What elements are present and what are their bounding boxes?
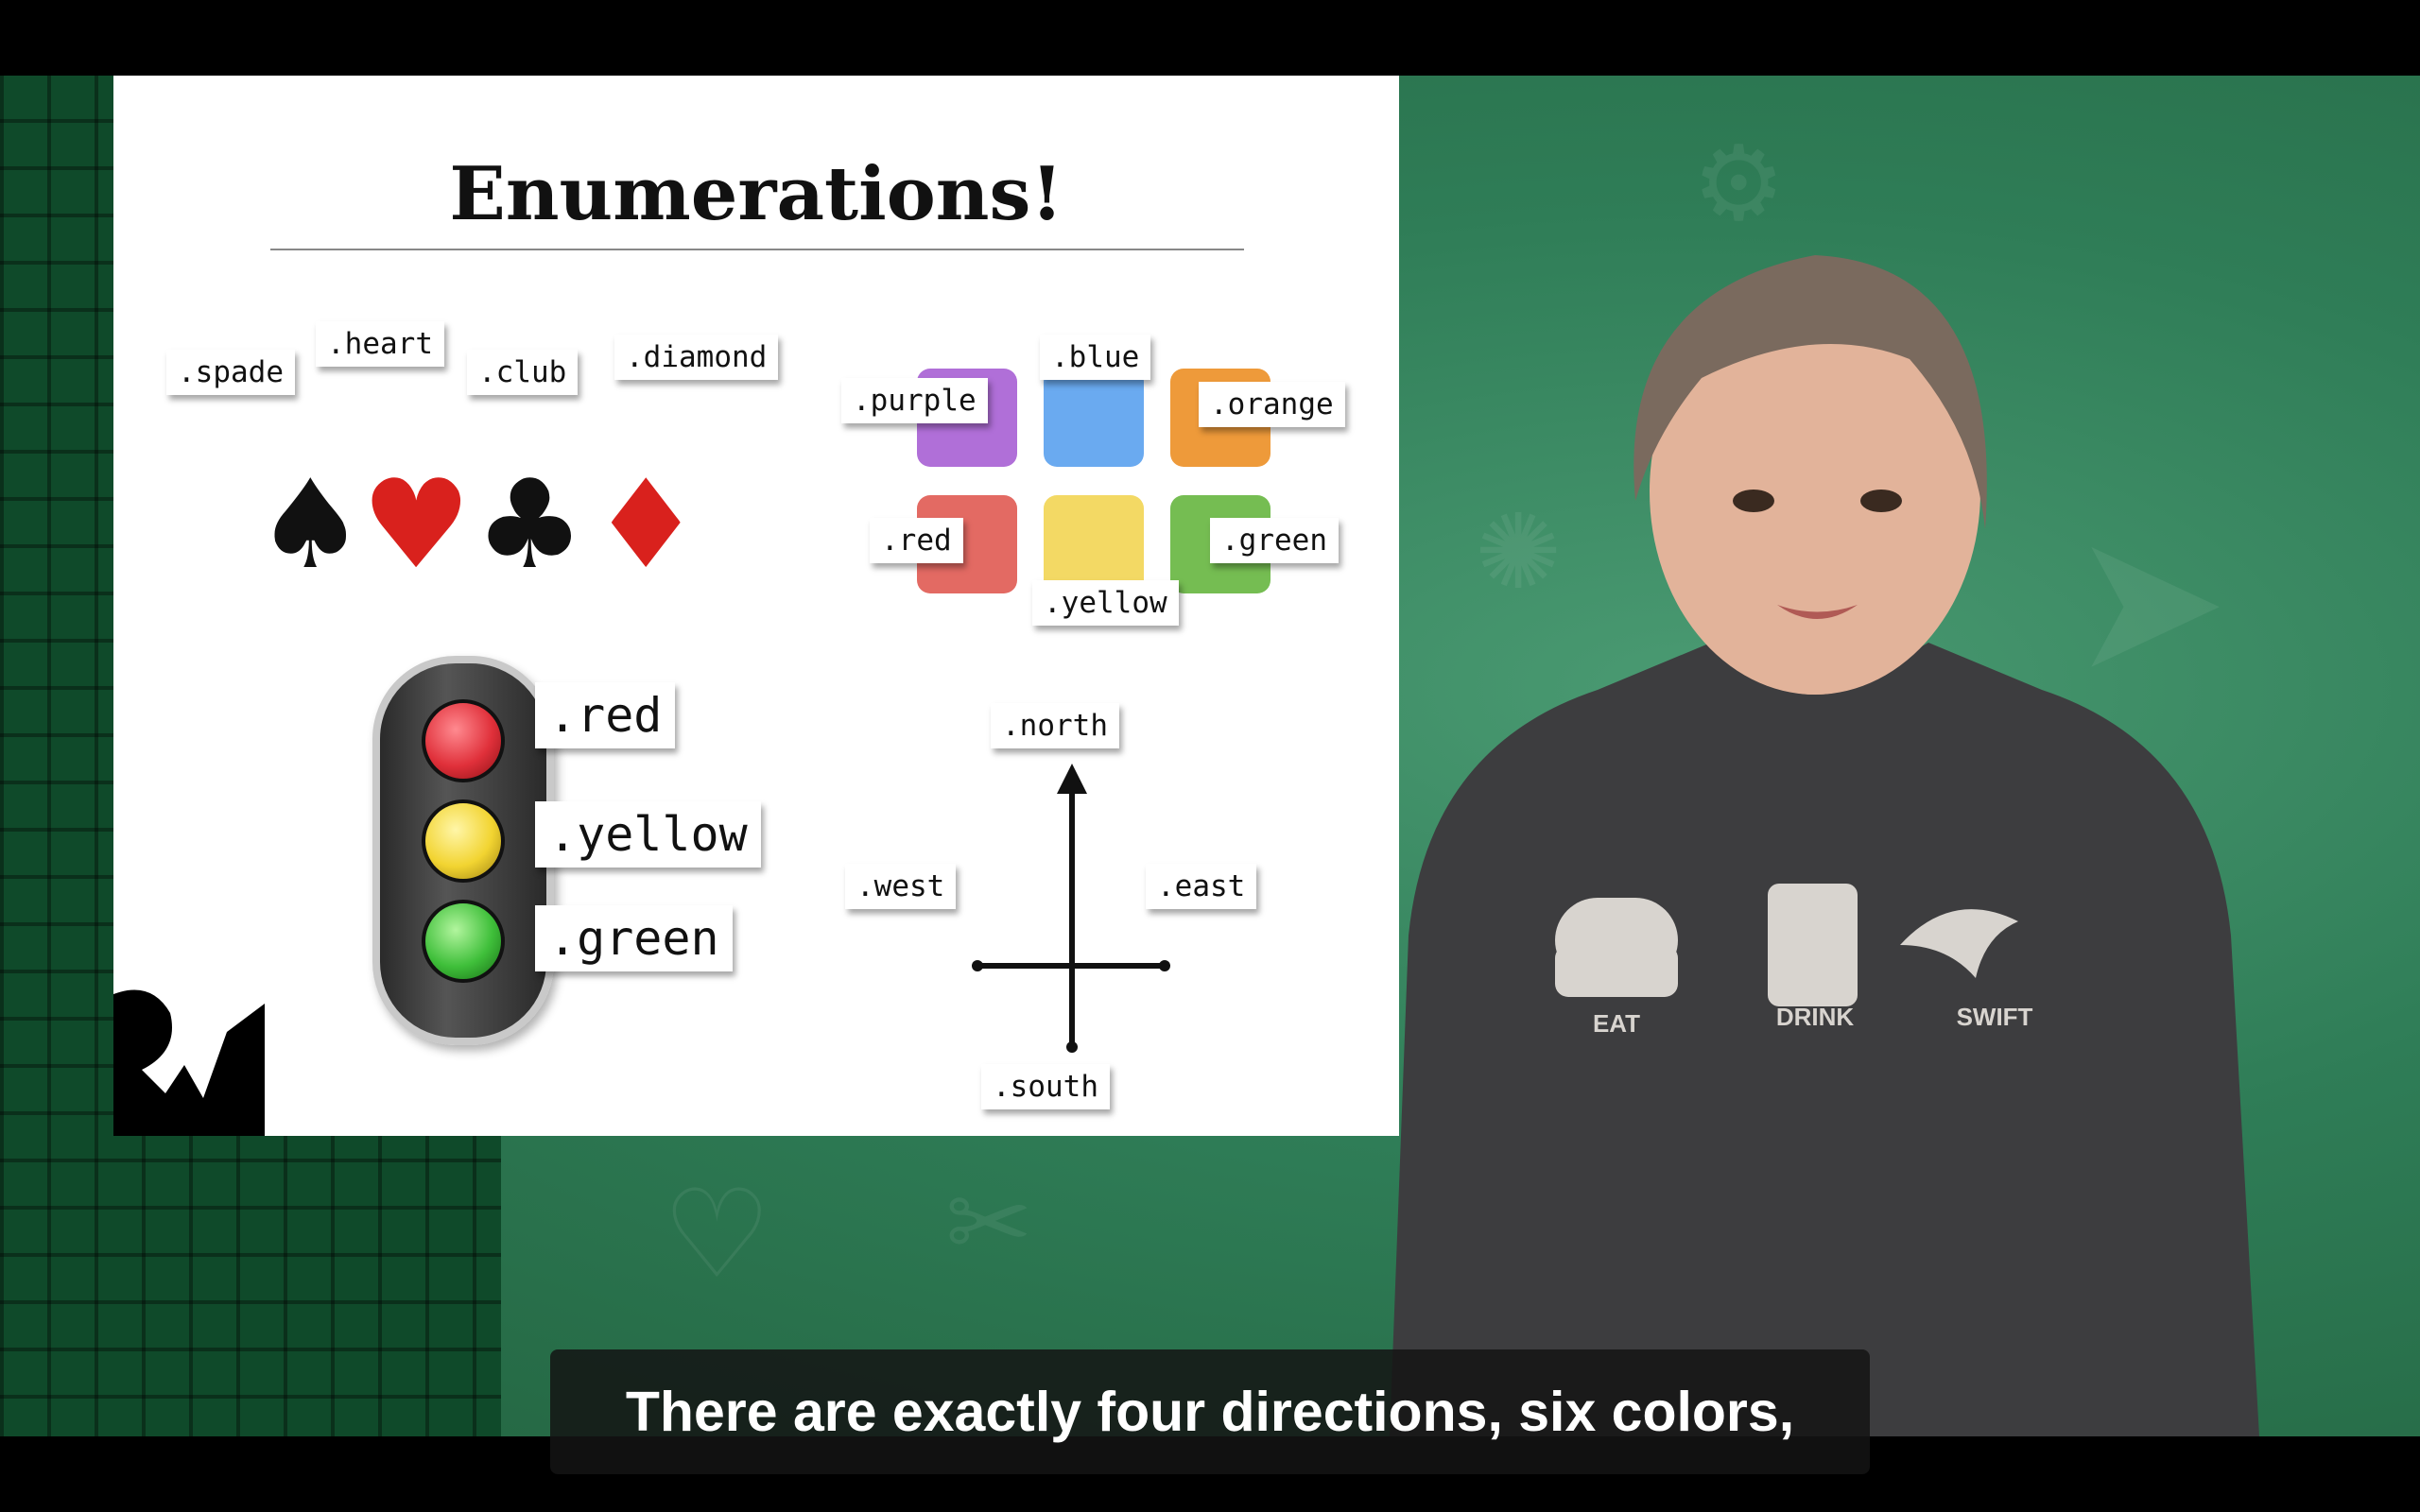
rw-logo-icon: [113, 975, 265, 1136]
presentation-slide: [113, 76, 1399, 1136]
suit-label-diamond: .diamond: [614, 335, 778, 380]
traffic-lamp-red: [422, 699, 505, 782]
traffic-lamp-yellow: [422, 799, 505, 883]
traffic-lamp-green: [422, 900, 505, 983]
traffic-label-yellow: .yellow: [535, 801, 761, 868]
color-swatch-blue: [1044, 369, 1144, 467]
direction-label-east: .east: [1146, 864, 1256, 909]
color-label-yellow: .yellow: [1032, 580, 1179, 626]
shirt-label-eat: EAT: [1592, 1009, 1641, 1038]
color-swatch-yellow: [1044, 495, 1144, 593]
heart-icon: ♡: [662, 1162, 772, 1306]
heart-icon: ♥: [361, 453, 472, 596]
slide-title: Enumerations!: [449, 151, 1063, 237]
color-label-red: .red: [870, 518, 963, 563]
gear-icon: ⚙: [1692, 123, 1786, 244]
shirt-label-drink: DRINK: [1775, 1003, 1855, 1031]
title-divider: [270, 249, 1244, 250]
direction-label-north: .north: [991, 703, 1119, 748]
compass-cross-icon: [968, 756, 1176, 1058]
shirt-label-swift: SWIFT: [1956, 1003, 2033, 1031]
letterbox-top: [0, 0, 2420, 76]
club-icon: ♣: [475, 453, 585, 596]
direction-label-south: .south: [981, 1064, 1110, 1109]
traffic-label-green: .green: [535, 905, 733, 971]
suit-label-spade: .spade: [166, 350, 295, 395]
presenter: [1323, 217, 2325, 1436]
traffic-light: [372, 656, 554, 1045]
direction-label-west: .west: [845, 864, 956, 909]
swift-bird-icon: ➤: [2070, 491, 2229, 712]
spade-icon: ♠: [255, 453, 366, 596]
lightbulb-icon: ✺: [1475, 491, 1563, 612]
scissors-icon: ✂: [945, 1162, 1033, 1283]
color-label-green: .green: [1210, 518, 1339, 563]
closed-caption: [550, 1349, 1870, 1474]
traffic-label-red: .red: [535, 682, 675, 748]
color-label-blue: .blue: [1040, 335, 1150, 380]
color-label-orange: .orange: [1199, 382, 1345, 427]
color-label-purple: .purple: [841, 378, 988, 423]
diamond-icon: ♦: [591, 453, 701, 596]
caption-text: There are exactly four directions, six colors,: [625, 1381, 1795, 1443]
suit-label-club: .club: [467, 350, 578, 395]
suit-label-heart: .heart: [316, 321, 444, 367]
